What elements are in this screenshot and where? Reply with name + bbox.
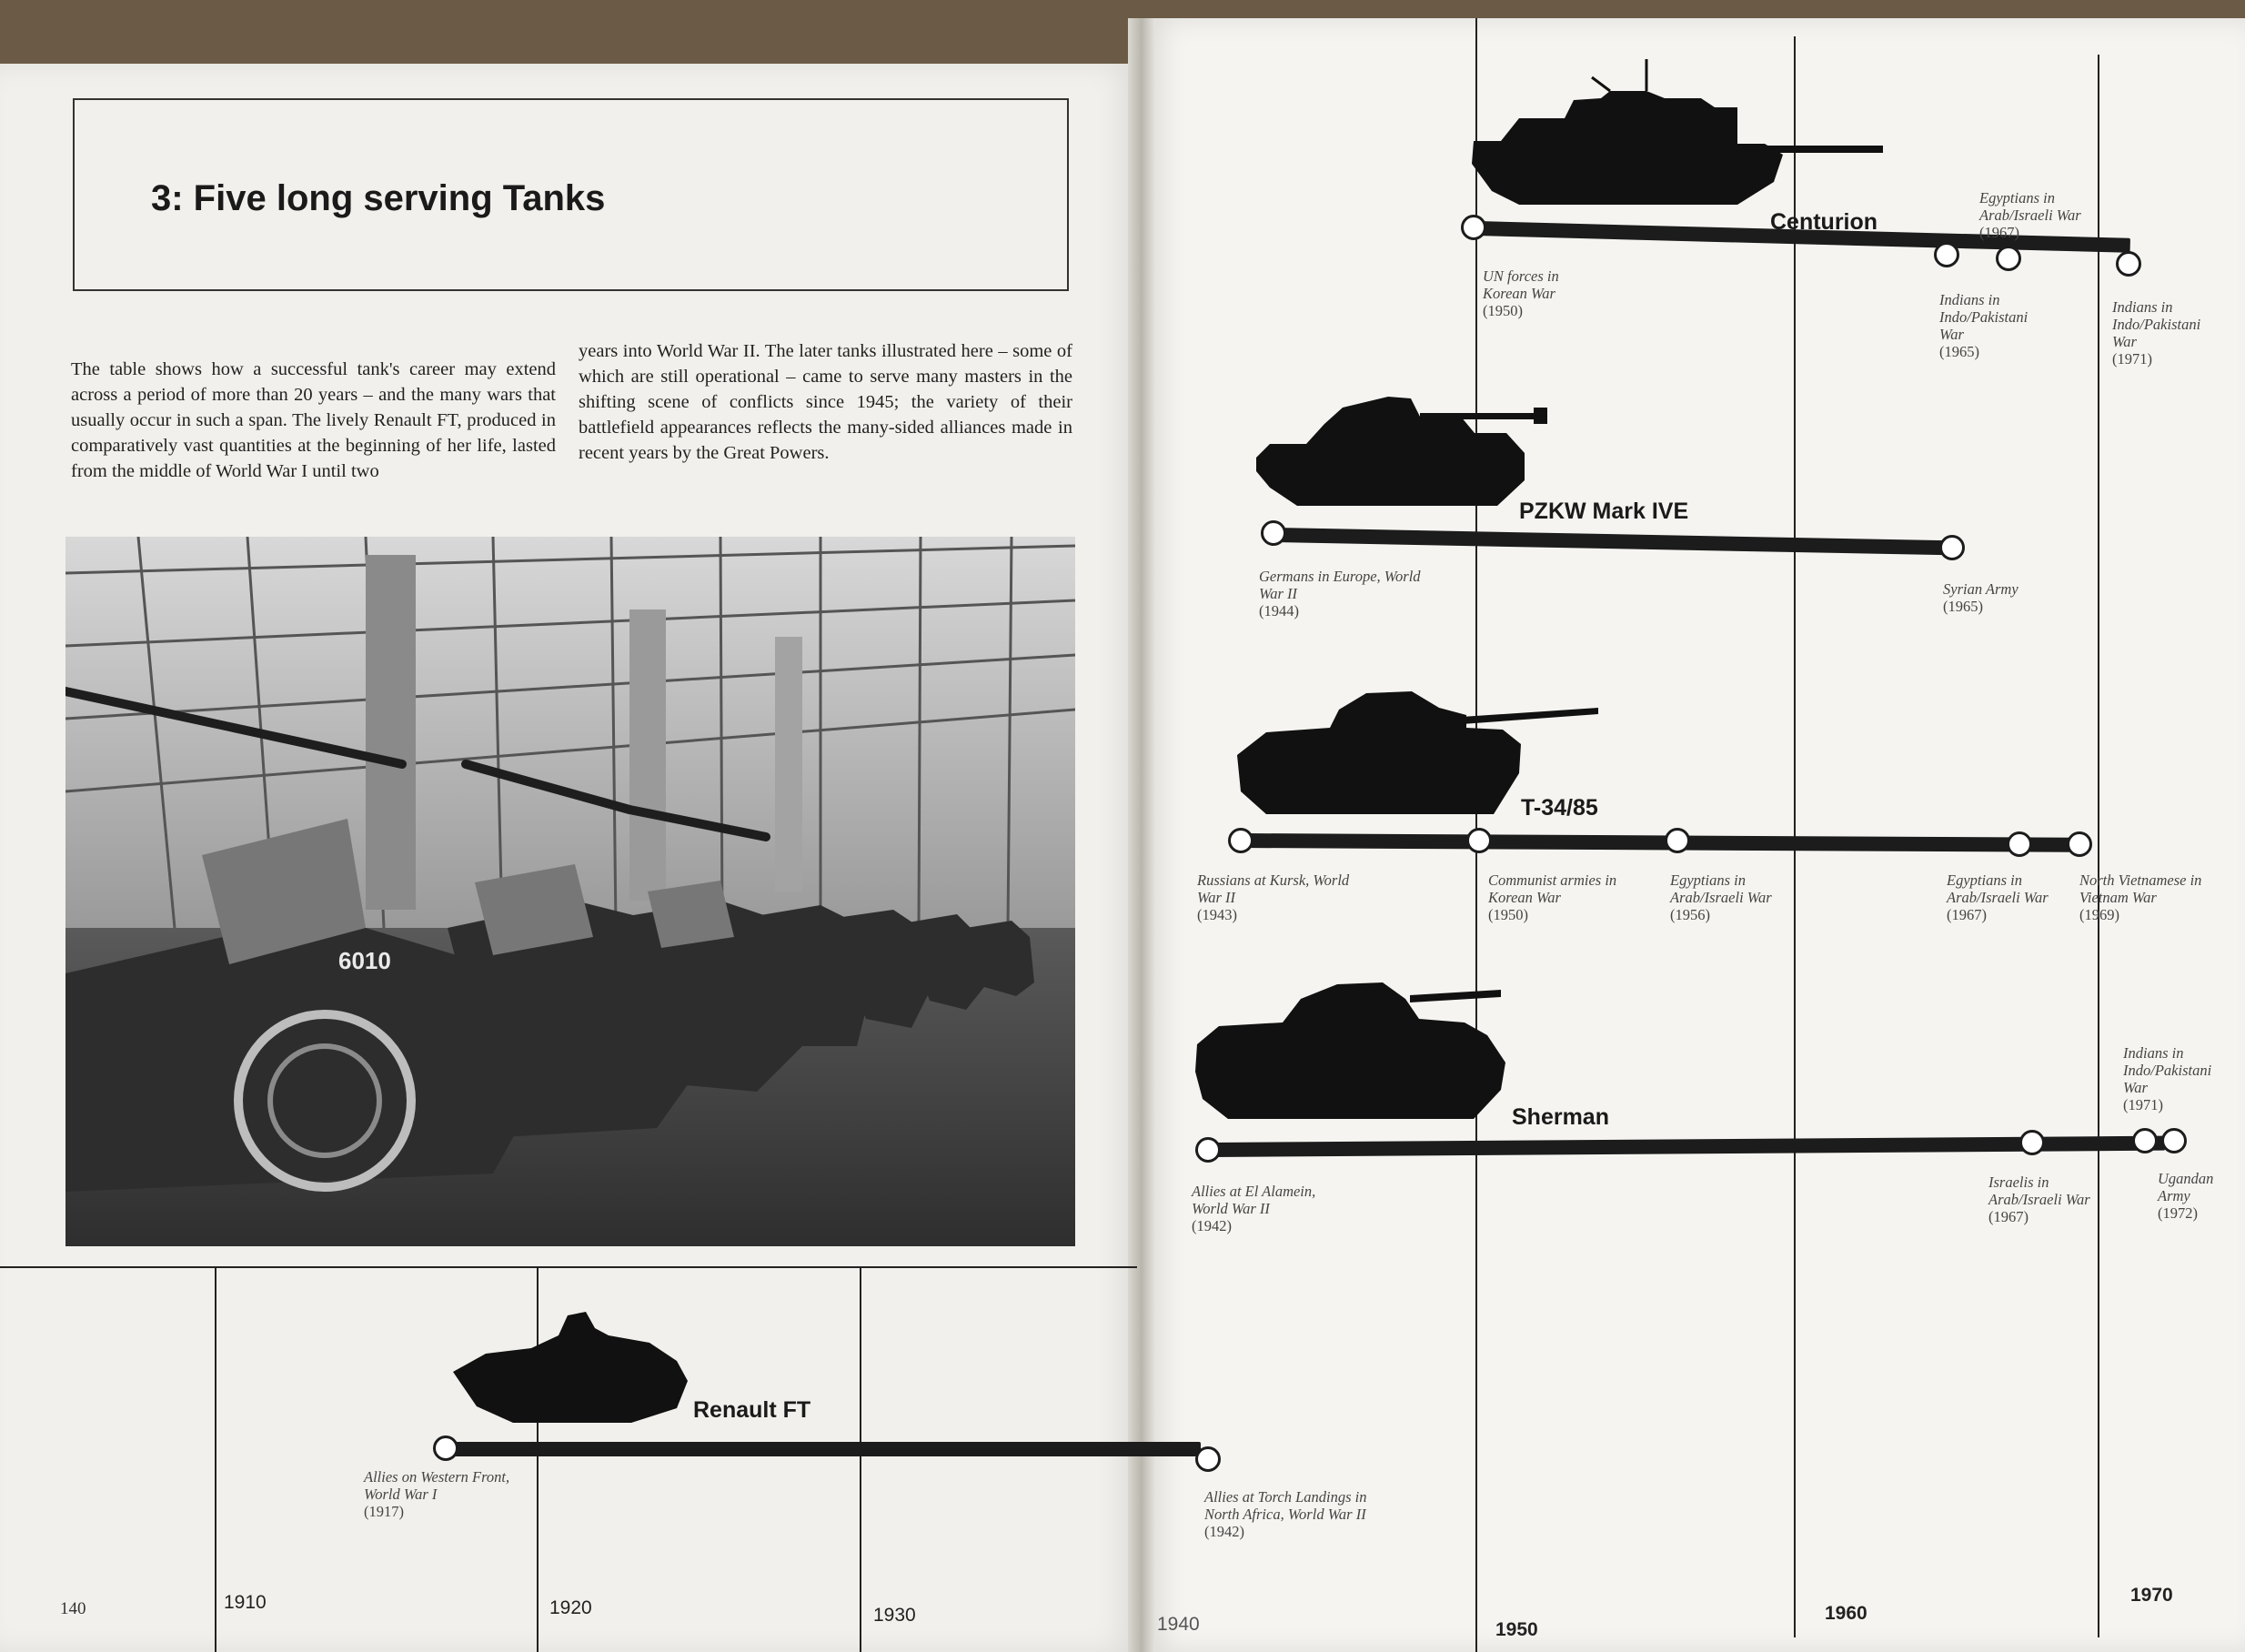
pzkw-event-1944: Germans in Europe, World War II (1944): [1259, 568, 1421, 620]
factory-photo-drawing: [65, 537, 1075, 1246]
sherman-node-1972: [2161, 1128, 2187, 1153]
renault-event-1942: Allies at Torch Landings in North Africa, World War II (1942): [1204, 1488, 1367, 1540]
decade-line-1910: [215, 1266, 216, 1652]
decade-label-1930: 1930: [873, 1605, 916, 1626]
sherman-event-1972: Ugandan Army (1972): [2158, 1170, 2214, 1222]
renault-node-1942: [1195, 1446, 1221, 1472]
decade-label-1950: 1950: [1495, 1619, 1538, 1640]
t34-node-1969: [2067, 831, 2092, 857]
renault-silhouette: [449, 1308, 695, 1426]
centurion-node-1965: [1934, 242, 1959, 267]
pzkw-silhouette: [1252, 380, 1552, 517]
sherman-node-1967: [2019, 1130, 2045, 1155]
pzkw-node-1944: [1261, 520, 1286, 546]
t34-node-1967: [2007, 831, 2032, 857]
factory-photo: [65, 537, 1075, 1246]
t34-event-1967: Egyptians in Arab/Israeli War (1967): [1947, 871, 2049, 923]
sherman-event-1971: Indians in Indo/Pakistani War (1971): [2123, 1044, 2212, 1113]
sherman-event-1967: Israelis in Arab/Israeli War (1967): [1988, 1174, 2090, 1225]
centurion-event-1971: Indians in Indo/Pakistani War (1971): [2112, 298, 2201, 368]
intro-column-1: The table shows how a successful tank's career may extend across a period of more than 20 years – and the many wars that usually occur in such a span. The lively Renault FT, produced in comparatively vast quantities at the beginning of her life, lasted from the middle of World War I until two: [71, 359, 556, 481]
centurion-event-1950: UN forces in Korean War (1950): [1483, 267, 1559, 319]
sherman-node-1971: [2132, 1128, 2158, 1153]
t34-node-1956: [1665, 828, 1690, 853]
t34-event-1956: Egyptians in Arab/Israeli War (1956): [1670, 871, 1772, 923]
centurion-event-1965: Indians in Indo/Pakistani War (1965): [1939, 291, 2029, 360]
page-title: 3: Five long serving Tanks: [151, 178, 606, 218]
pzkw-event-1965: Syrian Army (1965): [1943, 580, 2018, 615]
t34-event-1943: Russians at Kursk, World War II (1943): [1197, 871, 1350, 923]
t34-event-1969: North Vietnamese in Vietnam War (1969): [2079, 871, 2202, 923]
decade-label-1960: 1960: [1825, 1603, 1867, 1624]
sherman-name: Sherman: [1512, 1104, 1609, 1130]
page-number: 140: [60, 1599, 86, 1618]
title-box: [73, 98, 1069, 291]
t34-node-1950: [1466, 828, 1492, 853]
centurion-event-1967: Egyptians in Arab/Israeli War (1967): [1979, 189, 2081, 241]
pzkw-node-1965: [1939, 535, 1965, 560]
sherman-event-1942: Allies at El Alamein, World War II (1942): [1192, 1183, 1316, 1234]
t34-name: T-34/85: [1521, 795, 1598, 821]
decade-line-1930: [860, 1266, 861, 1652]
decade-line-1970: [2098, 55, 2099, 1637]
sherman-silhouette: [1192, 962, 1510, 1126]
intro-column-2: years into World War II. The later tanks illustrated here – some of which are still operational – came to serve many masters in the shifting scene of conflicts since 1945; the variety of their battlefield appearances reflects the many-sided alliances made in recent years by the Great Powers.: [579, 341, 1072, 463]
photo-turret-number: 6010: [338, 947, 391, 974]
centurion-node-1971: [2116, 251, 2141, 277]
t34-event-1950: Communist armies in Korean War (1950): [1488, 871, 1617, 923]
sherman-node-1942: [1195, 1137, 1221, 1163]
t34-node-1943: [1228, 828, 1253, 853]
decade-label-1940: 1940: [1157, 1614, 1200, 1635]
centurion-silhouette: [1465, 55, 1883, 218]
renault-name: Renault FT: [693, 1397, 811, 1423]
timeline-top-rule-left: [0, 1266, 1137, 1268]
decade-label-1910: 1910: [224, 1592, 267, 1613]
decade-label-1920: 1920: [549, 1597, 592, 1618]
pzkw-name: PZKW Mark IVE: [1519, 499, 1689, 524]
renault-event-1917: Allies on Western Front, World War I (1917): [364, 1468, 510, 1520]
centurion-name: Centurion: [1770, 209, 1878, 235]
renault-node-1917: [433, 1435, 458, 1461]
renault-bar: [446, 1442, 1201, 1456]
decade-label-1970: 1970: [2130, 1585, 2173, 1606]
centurion-node-1967: [1996, 246, 2021, 271]
centurion-node-1950: [1461, 215, 1486, 240]
book-gutter: [1128, 18, 1155, 1652]
